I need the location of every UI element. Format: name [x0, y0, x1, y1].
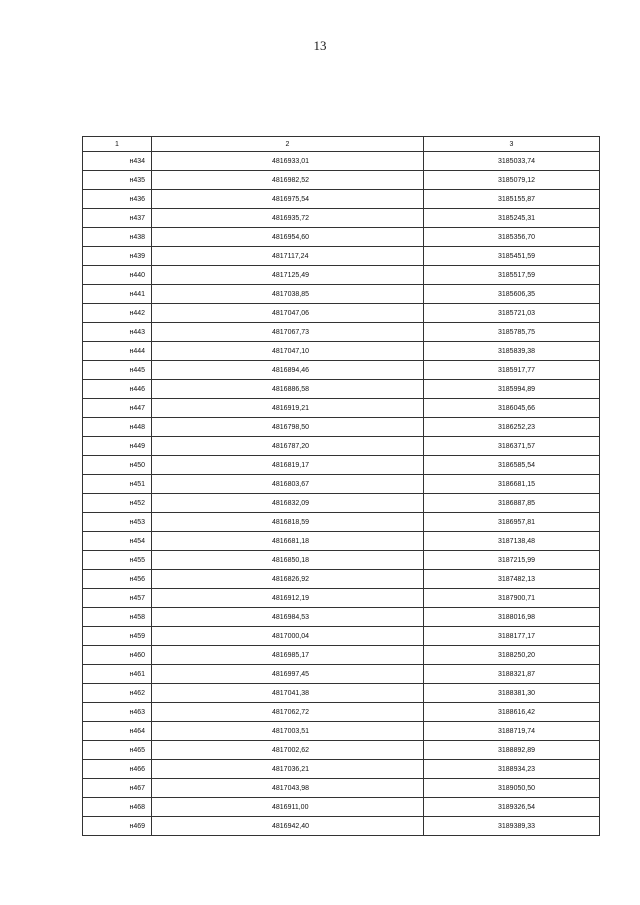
table-row — [83, 285, 600, 304]
coordinate-x-cell: 4816803,67 — [152, 475, 424, 494]
coordinate-y-cell: 3186681,15 — [424, 475, 600, 494]
table-row — [83, 779, 600, 798]
header-col-1: 1 — [83, 137, 152, 152]
table-row — [83, 171, 600, 190]
table-row — [83, 456, 600, 475]
table-row — [83, 684, 600, 703]
header-row — [83, 137, 600, 152]
coordinate-x-cell: 4816819,17 — [152, 456, 424, 475]
point-id-cell: н436 — [83, 190, 152, 209]
table-row — [83, 760, 600, 779]
coordinate-y-cell: 3187138,48 — [424, 532, 600, 551]
page-number: 13 — [313, 38, 327, 53]
coordinate-x-cell: 4817047,10 — [152, 342, 424, 361]
table-row — [83, 741, 600, 760]
point-id-cell: н450 — [83, 456, 152, 475]
coordinate-y-cell: 3185994,89 — [424, 380, 600, 399]
coordinate-y-cell: 3185356,70 — [424, 228, 600, 247]
point-id-cell: н465 — [83, 741, 152, 760]
coordinate-x-cell: 4816826,92 — [152, 570, 424, 589]
table-row — [83, 627, 600, 646]
coordinate-y-cell: 3188616,42 — [424, 703, 600, 722]
coordinate-y-cell: 3185033,74 — [424, 152, 600, 171]
coordinate-x-cell: 4817003,51 — [152, 722, 424, 741]
point-id-cell: н454 — [83, 532, 152, 551]
point-id-cell: н449 — [83, 437, 152, 456]
point-id-cell: н444 — [83, 342, 152, 361]
coordinate-y-cell: 3185245,31 — [424, 209, 600, 228]
table-row — [83, 722, 600, 741]
table-row — [83, 817, 600, 836]
table-row — [83, 418, 600, 437]
coordinate-x-cell: 4817117,24 — [152, 247, 424, 266]
table-row — [83, 551, 600, 570]
table-row — [83, 513, 600, 532]
point-id-cell: н460 — [83, 646, 152, 665]
coordinate-x-cell: 4817125,49 — [152, 266, 424, 285]
point-id-cell: н466 — [83, 760, 152, 779]
coordinate-x-cell: 4817000,04 — [152, 627, 424, 646]
coordinate-x-cell: 4817002,62 — [152, 741, 424, 760]
coordinate-y-cell: 3185155,87 — [424, 190, 600, 209]
table-row — [83, 228, 600, 247]
coordinate-y-cell: 3188250,20 — [424, 646, 600, 665]
table-row — [83, 399, 600, 418]
table-row — [83, 646, 600, 665]
coordinate-x-cell: 4816975,54 — [152, 190, 424, 209]
coordinate-y-cell: 3189050,50 — [424, 779, 600, 798]
coordinate-y-cell: 3188177,17 — [424, 627, 600, 646]
coordinate-y-cell: 3188719,74 — [424, 722, 600, 741]
table-row — [83, 437, 600, 456]
point-id-cell: н443 — [83, 323, 152, 342]
coordinate-y-cell: 3189326,54 — [424, 798, 600, 817]
coordinates-table — [82, 136, 600, 836]
table-row — [83, 209, 600, 228]
point-id-cell: н461 — [83, 665, 152, 684]
coordinate-y-cell: 3185517,59 — [424, 266, 600, 285]
coordinate-y-cell: 3185451,59 — [424, 247, 600, 266]
coordinate-y-cell: 3188016,98 — [424, 608, 600, 627]
point-id-cell: н462 — [83, 684, 152, 703]
table-header — [83, 137, 600, 152]
point-id-cell: н445 — [83, 361, 152, 380]
coordinate-x-cell: 4816997,45 — [152, 665, 424, 684]
point-id-cell: н467 — [83, 779, 152, 798]
coordinate-x-cell: 4817041,38 — [152, 684, 424, 703]
table-row — [83, 570, 600, 589]
coordinate-x-cell: 4816942,40 — [152, 817, 424, 836]
coordinate-x-cell: 4816850,18 — [152, 551, 424, 570]
coordinate-y-cell: 3188934,23 — [424, 760, 600, 779]
point-id-cell: н435 — [83, 171, 152, 190]
table-row — [83, 304, 600, 323]
point-id-cell: н453 — [83, 513, 152, 532]
coordinate-x-cell: 4817047,06 — [152, 304, 424, 323]
table-row — [83, 665, 600, 684]
coordinate-x-cell: 4817043,98 — [152, 779, 424, 798]
coordinate-y-cell: 3187215,99 — [424, 551, 600, 570]
table-row — [83, 608, 600, 627]
coordinate-x-cell: 4817038,85 — [152, 285, 424, 304]
coordinate-x-cell: 4816886,58 — [152, 380, 424, 399]
coordinate-y-cell: 3185917,77 — [424, 361, 600, 380]
table-row — [83, 703, 600, 722]
coordinate-x-cell: 4816681,18 — [152, 532, 424, 551]
table-row — [83, 532, 600, 551]
coordinate-x-cell: 4817036,21 — [152, 760, 424, 779]
coordinate-x-cell: 4816832,09 — [152, 494, 424, 513]
coordinate-x-cell: 4816919,21 — [152, 399, 424, 418]
point-id-cell: н459 — [83, 627, 152, 646]
point-id-cell: н440 — [83, 266, 152, 285]
table-row — [83, 494, 600, 513]
coordinate-x-cell: 4816933,01 — [152, 152, 424, 171]
coordinate-y-cell: 3185785,75 — [424, 323, 600, 342]
table-row — [83, 247, 600, 266]
coordinate-x-cell: 4816954,60 — [152, 228, 424, 247]
coordinate-x-cell: 4817067,73 — [152, 323, 424, 342]
coordinate-x-cell: 4816818,59 — [152, 513, 424, 532]
coordinate-x-cell: 4816894,46 — [152, 361, 424, 380]
table-body — [83, 152, 600, 836]
coordinate-x-cell: 4816985,17 — [152, 646, 424, 665]
coordinate-y-cell: 3186252,23 — [424, 418, 600, 437]
table-row — [83, 380, 600, 399]
point-id-cell: н457 — [83, 589, 152, 608]
coordinate-y-cell: 3188321,87 — [424, 665, 600, 684]
table-row — [83, 152, 600, 171]
header-col-3: 3 — [424, 137, 600, 152]
table-row — [83, 266, 600, 285]
table-row — [83, 589, 600, 608]
coordinate-x-cell: 4817062,72 — [152, 703, 424, 722]
coordinate-y-cell: 3187900,71 — [424, 589, 600, 608]
coordinate-y-cell: 3185606,35 — [424, 285, 600, 304]
point-id-cell: н463 — [83, 703, 152, 722]
coordinate-y-cell: 3189389,33 — [424, 817, 600, 836]
coordinate-y-cell: 3188892,89 — [424, 741, 600, 760]
point-id-cell: н441 — [83, 285, 152, 304]
coordinate-x-cell: 4816911,00 — [152, 798, 424, 817]
point-id-cell: н451 — [83, 475, 152, 494]
table-row — [83, 342, 600, 361]
coordinate-y-cell: 3187482,13 — [424, 570, 600, 589]
coordinate-x-cell: 4816935,72 — [152, 209, 424, 228]
coordinate-y-cell: 3186585,54 — [424, 456, 600, 475]
table-row — [83, 323, 600, 342]
point-id-cell: н458 — [83, 608, 152, 627]
coordinate-y-cell: 3188381,30 — [424, 684, 600, 703]
coordinate-y-cell: 3185839,38 — [424, 342, 600, 361]
coordinate-y-cell: 3186045,66 — [424, 399, 600, 418]
coordinate-x-cell: 4816798,50 — [152, 418, 424, 437]
point-id-cell: н434 — [83, 152, 152, 171]
point-id-cell: н438 — [83, 228, 152, 247]
coordinate-y-cell: 3186371,57 — [424, 437, 600, 456]
coordinate-x-cell: 4816787,20 — [152, 437, 424, 456]
point-id-cell: н452 — [83, 494, 152, 513]
point-id-cell: н464 — [83, 722, 152, 741]
header-col-2: 2 — [152, 137, 424, 152]
table-row — [83, 190, 600, 209]
point-id-cell: н456 — [83, 570, 152, 589]
table-row — [83, 798, 600, 817]
point-id-cell: н437 — [83, 209, 152, 228]
coordinate-x-cell: 4816984,53 — [152, 608, 424, 627]
coordinate-x-cell: 4816912,19 — [152, 589, 424, 608]
point-id-cell: н469 — [83, 817, 152, 836]
point-id-cell: н446 — [83, 380, 152, 399]
table-row — [83, 361, 600, 380]
point-id-cell: н439 — [83, 247, 152, 266]
point-id-cell: н447 — [83, 399, 152, 418]
point-id-cell: н448 — [83, 418, 152, 437]
point-id-cell: н455 — [83, 551, 152, 570]
coordinate-x-cell: 4816982,52 — [152, 171, 424, 190]
table-row — [83, 475, 600, 494]
coordinate-y-cell: 3185079,12 — [424, 171, 600, 190]
point-id-cell: н468 — [83, 798, 152, 817]
coordinate-y-cell: 3186957,81 — [424, 513, 600, 532]
coordinate-y-cell: 3185721,03 — [424, 304, 600, 323]
point-id-cell: н442 — [83, 304, 152, 323]
coordinate-y-cell: 3186887,85 — [424, 494, 600, 513]
